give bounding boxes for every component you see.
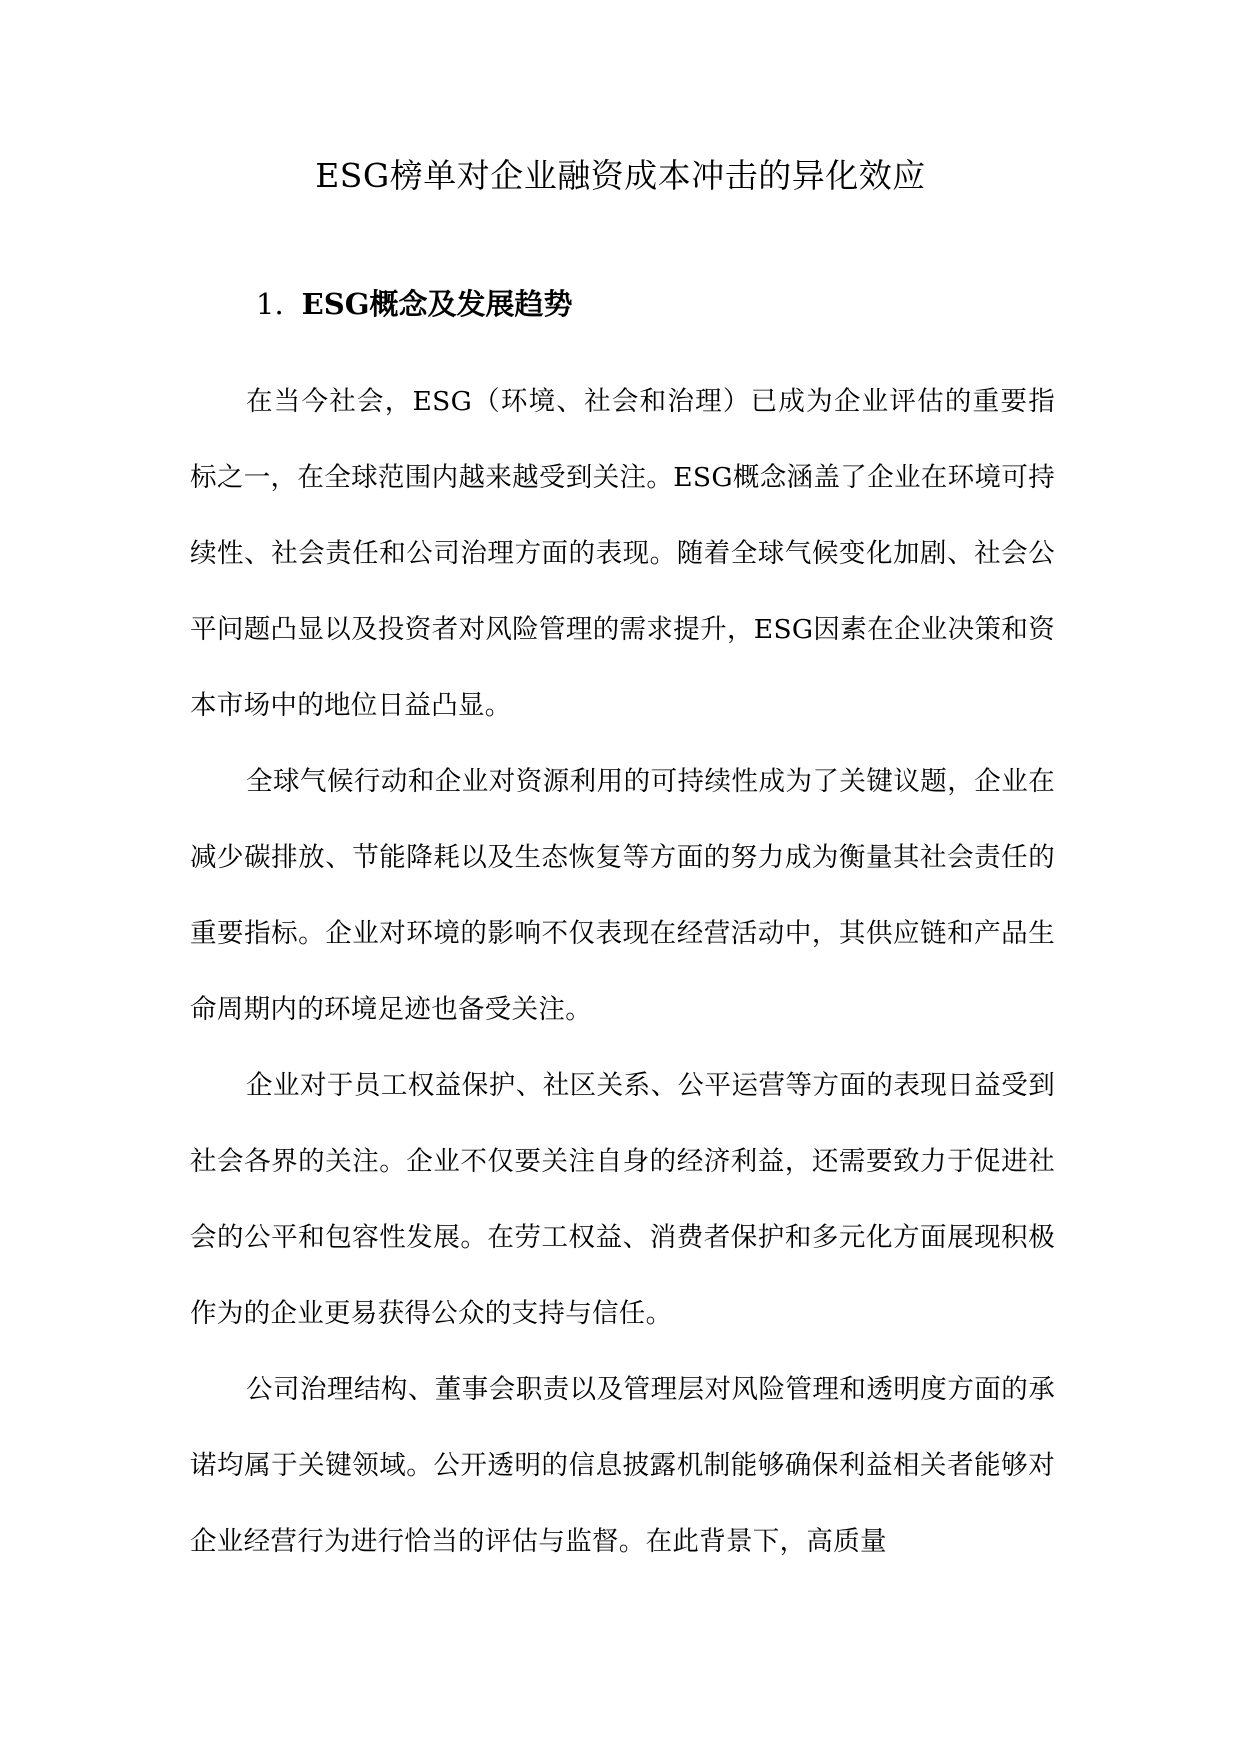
section-heading [256,282,573,326]
section-number: 1. [256,287,284,321]
document-body [190,364,1055,1580]
paragraph: 企业对于员工权益保护、社区关系、公平运营等方面的表现日益受到社会各界的关注。企业不仅要关注自身的经济利益，还需要致力于促进社会的公平和包容性发展。在劳工权益、消费者保护和多元化方面展现积极作为的企业更易获得公众的支持与信任。 [190,1070,1055,1329]
paragraph: 公司治理结构、董事会职责以及管理层对风险管理和透明度方面的承诺均属于关键领域。公开透明的信息披露机制能够确保利益相关者能够对企业经营行为进行恰当的评估与监督。在此背景下，高质量 [190,1374,1055,1557]
paragraph: 全球气候行动和企业对资源利用的可持续性成为了关键议题，企业在减少碳排放、节能降耗以及生态恢复等方面的努力成为衡量其社会责任的重要指标。企业对环境的影响不仅表现在经营活动中，其供应链和产品生命周期内的环境足迹也备受关注。 [190,766,1055,1025]
section-title: ESG概念及发展趋势 [301,287,573,321]
document-title: ESG榜单对企业融资成本冲击的异化效应 [315,156,926,195]
paragraph: 在当今社会，ESG（环境、社会和治理）已成为企业评估的重要指标之一，在全球范围内越来越受到关注。ESG概念涵盖了企业在环境可持续性、社会责任和公司治理方面的表现。随着全球气候变化加剧、社会公平问题凸显以及投资者对风险管理的需求提升，ESG因素在企业决策和资本市场中的地位日益凸显。 [190,386,1055,721]
